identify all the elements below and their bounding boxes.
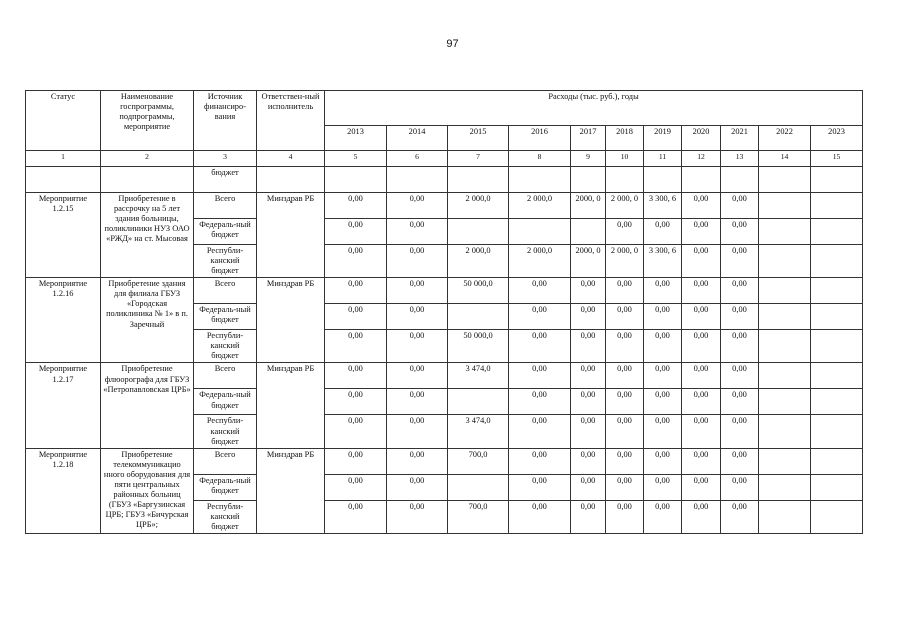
expense-value	[448, 474, 509, 500]
event-status: Мероприятие 1.2.18	[26, 448, 101, 533]
expense-value	[811, 193, 863, 219]
expense-value: 0,00	[571, 389, 606, 415]
expense-value	[759, 219, 811, 245]
column-number: 13	[721, 151, 759, 167]
expense-value	[811, 474, 863, 500]
expense-value: 0,00	[682, 278, 721, 304]
expense-value: 0,00	[644, 363, 682, 389]
cell	[325, 167, 387, 193]
header-year: 2021	[721, 126, 759, 151]
event-status: Мероприятие 1.2.17	[26, 363, 101, 448]
event-status: Мероприятие 1.2.16	[26, 278, 101, 363]
expense-value: 0,00	[387, 500, 448, 533]
expense-value: 0,00	[682, 474, 721, 500]
column-number: 11	[644, 151, 682, 167]
expense-value: 0,00	[606, 219, 644, 245]
expense-value	[759, 415, 811, 448]
column-number: 6	[387, 151, 448, 167]
expense-value: 0,00	[606, 278, 644, 304]
column-number: 1	[26, 151, 101, 167]
continuation-row	[26, 167, 863, 193]
expense-value: 0,00	[325, 219, 387, 245]
expense-value	[448, 304, 509, 330]
column-number: 12	[682, 151, 721, 167]
expense-value	[509, 219, 571, 245]
column-number: 9	[571, 151, 606, 167]
expense-value: 2 000,0	[509, 245, 571, 278]
column-number: 4	[257, 151, 325, 167]
expense-value: 0,00	[387, 278, 448, 304]
cell	[448, 167, 509, 193]
column-number: 3	[194, 151, 257, 167]
expense-value: 0,00	[644, 304, 682, 330]
cell	[721, 167, 759, 193]
header-year: 2020	[682, 126, 721, 151]
table-row	[26, 278, 863, 304]
expense-value: 0,00	[644, 474, 682, 500]
event-name: Приобретение здания для филиала ГБУЗ «Городская поликлиника № 1» в п. Заречный	[101, 278, 194, 363]
expense-value	[759, 278, 811, 304]
expense-value: 0,00	[682, 193, 721, 219]
table-row	[26, 448, 863, 474]
expense-value: 0,00	[387, 474, 448, 500]
expense-value: 0,00	[721, 193, 759, 219]
expense-value	[759, 363, 811, 389]
expense-value: 0,00	[387, 193, 448, 219]
expense-value: 0,00	[606, 330, 644, 363]
expense-value: 0,00	[571, 448, 606, 474]
cell	[257, 167, 325, 193]
expense-value	[811, 304, 863, 330]
funding-source: Всего	[194, 363, 257, 389]
event-executor: Минздрав РБ	[257, 448, 325, 533]
cell	[26, 167, 101, 193]
header-year: 2015	[448, 126, 509, 151]
funding-source: Всего	[194, 193, 257, 219]
expense-value	[811, 278, 863, 304]
cell	[387, 167, 448, 193]
expense-value: 700,0	[448, 500, 509, 533]
expense-value: 0,00	[682, 219, 721, 245]
event-name: Приобретение телекоммуникацио нного оборудования для пяти центральных районных больниц (ГБУЗ «Баргузинская ЦРБ; ГБУЗ «Бичурская ЦРБ»;	[101, 448, 194, 533]
expense-value: 2000, 0	[571, 193, 606, 219]
cell	[811, 167, 863, 193]
expense-value: 3 300, 6	[644, 193, 682, 219]
funding-source: Республи-канский бюджет	[194, 245, 257, 278]
expense-value: 0,00	[571, 330, 606, 363]
expense-value: 0,00	[325, 278, 387, 304]
expense-value: 0,00	[571, 363, 606, 389]
expense-value	[811, 500, 863, 533]
expense-value: 2 000,0	[448, 245, 509, 278]
expense-value: 0,00	[721, 219, 759, 245]
column-number: 15	[811, 151, 863, 167]
expense-value: 0,00	[606, 448, 644, 474]
header-year: 2023	[811, 126, 863, 151]
expense-value: 0,00	[721, 389, 759, 415]
expense-value	[448, 389, 509, 415]
expense-value: 0,00	[644, 415, 682, 448]
expense-value: 0,00	[325, 415, 387, 448]
expense-value: 0,00	[644, 448, 682, 474]
event-executor: Минздрав РБ	[257, 278, 325, 363]
cell	[606, 167, 644, 193]
funding-source: Всего	[194, 278, 257, 304]
expense-value: 0,00	[721, 448, 759, 474]
expense-value: 0,00	[721, 304, 759, 330]
header-expenses: Расходы (тыс. руб.), годы	[325, 91, 863, 126]
column-number: 7	[448, 151, 509, 167]
expense-value: 0,00	[509, 330, 571, 363]
funding-source: Федераль-ный бюджет	[194, 389, 257, 415]
expense-value: 0,00	[387, 363, 448, 389]
expense-value: 0,00	[509, 389, 571, 415]
expense-value: 0,00	[325, 474, 387, 500]
cell	[509, 167, 571, 193]
expense-value	[759, 448, 811, 474]
expense-value	[759, 500, 811, 533]
table-row	[26, 363, 863, 389]
funding-source: Республи-канский бюджет	[194, 330, 257, 363]
expense-value: 0,00	[509, 363, 571, 389]
expense-value: 0,00	[325, 363, 387, 389]
expense-value	[811, 219, 863, 245]
expense-value: 0,00	[606, 474, 644, 500]
expense-value: 0,00	[606, 500, 644, 533]
event-name: Приобретение флюорографа для ГБУЗ «Петропавловская ЦРБ»	[101, 363, 194, 448]
expense-value: 0,00	[682, 304, 721, 330]
header-source: Источник финансиро-вания	[194, 91, 257, 151]
header-name: Наименование госпрограммы, подпрограммы, мероприятие	[101, 91, 194, 151]
header-executor: Ответствен-ный исполнитель	[257, 91, 325, 151]
expense-value: 0,00	[387, 415, 448, 448]
expense-value: 2 000, 0	[606, 193, 644, 219]
expense-value	[759, 330, 811, 363]
expense-value: 0,00	[509, 474, 571, 500]
expense-value: 0,00	[387, 330, 448, 363]
expense-value: 0,00	[721, 500, 759, 533]
expense-value: 3 474,0	[448, 415, 509, 448]
continuation-source: бюджет	[194, 167, 257, 193]
column-number: 10	[606, 151, 644, 167]
expense-value: 0,00	[606, 415, 644, 448]
expense-value: 0,00	[721, 278, 759, 304]
expense-value: 0,00	[387, 245, 448, 278]
expense-value	[811, 330, 863, 363]
funding-source: Республи-канский бюджет	[194, 415, 257, 448]
expense-value: 3 474,0	[448, 363, 509, 389]
header-year: 2013	[325, 126, 387, 151]
expense-value: 0,00	[644, 500, 682, 533]
expense-value: 0,00	[571, 304, 606, 330]
funding-source: Федераль-ный бюджет	[194, 219, 257, 245]
expense-value	[811, 389, 863, 415]
funding-source: Федераль-ный бюджет	[194, 304, 257, 330]
expense-value: 0,00	[682, 363, 721, 389]
cell	[101, 167, 194, 193]
expense-value: 0,00	[387, 448, 448, 474]
expense-value: 0,00	[387, 389, 448, 415]
expense-value	[571, 219, 606, 245]
expense-value	[448, 219, 509, 245]
expense-value: 0,00	[325, 500, 387, 533]
expense-value: 0,00	[509, 304, 571, 330]
expense-value: 0,00	[387, 304, 448, 330]
expense-value: 0,00	[682, 415, 721, 448]
expense-value: 0,00	[644, 389, 682, 415]
column-number: 8	[509, 151, 571, 167]
expense-value: 0,00	[325, 304, 387, 330]
expense-value: 50 000,0	[448, 330, 509, 363]
expense-value: 0,00	[721, 415, 759, 448]
expense-value	[811, 448, 863, 474]
expense-value: 0,00	[571, 278, 606, 304]
funding-source: Федераль-ный бюджет	[194, 474, 257, 500]
expense-value	[759, 474, 811, 500]
expense-value: 0,00	[509, 500, 571, 533]
expense-value: 0,00	[509, 448, 571, 474]
expense-value: 0,00	[606, 363, 644, 389]
event-executor: Минздрав РБ	[257, 193, 325, 278]
cell	[571, 167, 606, 193]
expense-value: 0,00	[571, 500, 606, 533]
event-name: Приобретение в рассрочку на 5 лет здания больницы, поликлиники НУЗ ОАО «РЖД» на ст. Мысовая	[101, 193, 194, 278]
header-year: 2014	[387, 126, 448, 151]
expense-value: 0,00	[682, 448, 721, 474]
column-numbers-row	[26, 151, 863, 167]
expense-value: 0,00	[325, 330, 387, 363]
expense-value	[811, 415, 863, 448]
header-year: 2018	[606, 126, 644, 151]
expense-value: 0,00	[721, 245, 759, 278]
header-row	[26, 91, 863, 126]
expense-value	[759, 193, 811, 219]
page-number: 97	[446, 38, 459, 50]
expense-value: 0,00	[606, 389, 644, 415]
expense-value: 0,00	[644, 219, 682, 245]
expense-value: 700,0	[448, 448, 509, 474]
expense-value	[811, 363, 863, 389]
expense-value	[759, 389, 811, 415]
expense-value: 3 300, 6	[644, 245, 682, 278]
event-executor: Минздрав РБ	[257, 363, 325, 448]
expense-value: 0,00	[571, 474, 606, 500]
expense-value: 2000, 0	[571, 245, 606, 278]
header-year: 2017	[571, 126, 606, 151]
expense-value: 0,00	[325, 389, 387, 415]
column-number: 14	[759, 151, 811, 167]
column-number: 2	[101, 151, 194, 167]
funding-source: Республи-канский бюджет	[194, 500, 257, 533]
column-number: 5	[325, 151, 387, 167]
expense-value: 0,00	[721, 474, 759, 500]
header-year: 2016	[509, 126, 571, 151]
header-year: 2019	[644, 126, 682, 151]
expense-value: 50 000,0	[448, 278, 509, 304]
cell	[759, 167, 811, 193]
expense-value: 0,00	[682, 245, 721, 278]
funding-source: Всего	[194, 448, 257, 474]
expense-value	[759, 245, 811, 278]
expense-value: 0,00	[387, 219, 448, 245]
expense-value: 0,00	[682, 500, 721, 533]
cell	[682, 167, 721, 193]
header-status: Статус	[26, 91, 101, 151]
expense-value: 0,00	[571, 415, 606, 448]
expense-value: 2 000, 0	[606, 245, 644, 278]
expense-value: 0,00	[606, 304, 644, 330]
expense-value	[759, 304, 811, 330]
expense-value: 2 000,0	[448, 193, 509, 219]
expense-value: 0,00	[325, 193, 387, 219]
expense-value: 0,00	[721, 363, 759, 389]
expense-value: 0,00	[721, 330, 759, 363]
program-expenses-table	[25, 90, 863, 534]
expense-value: 0,00	[682, 389, 721, 415]
expense-value: 0,00	[509, 415, 571, 448]
header-year: 2022	[759, 126, 811, 151]
expense-value: 0,00	[325, 245, 387, 278]
expense-value: 0,00	[509, 278, 571, 304]
expense-value: 0,00	[682, 330, 721, 363]
expense-value	[811, 245, 863, 278]
expense-value: 0,00	[644, 278, 682, 304]
expense-value: 0,00	[325, 448, 387, 474]
expense-value: 2 000,0	[509, 193, 571, 219]
expense-value: 0,00	[644, 330, 682, 363]
table-row	[26, 193, 863, 219]
event-status: Мероприятие 1.2.15	[26, 193, 101, 278]
cell	[644, 167, 682, 193]
